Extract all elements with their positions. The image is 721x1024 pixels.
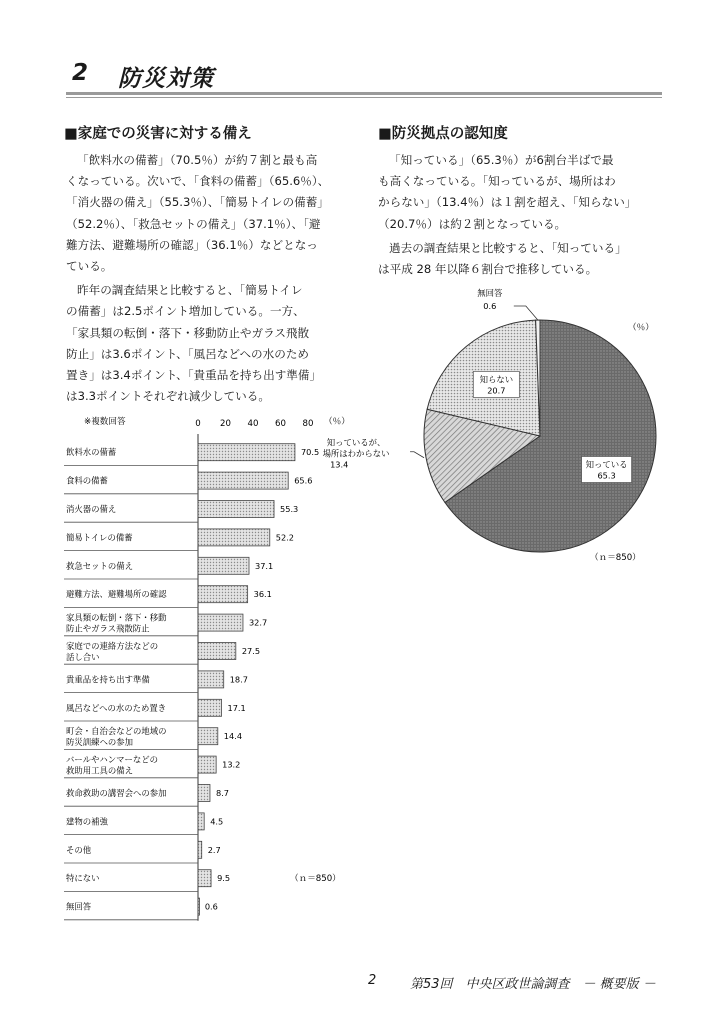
bar <box>198 444 295 461</box>
bar-value-label: 9.5 <box>217 873 231 884</box>
category-label: 防止やガラス飛散防止 <box>66 623 150 634</box>
text-line: 防止」は3.6ポイント、「風呂などへの水のため <box>66 346 310 361</box>
bar-value-label: 70.5 <box>300 447 320 458</box>
text-line: も高くなっている。「知っているが、場所はわ <box>378 174 616 189</box>
category-label: 救助用工具の備え <box>66 765 133 776</box>
right-paragraph-2 <box>378 238 668 280</box>
slice-label: 無回答 <box>477 288 503 299</box>
bar <box>198 557 249 574</box>
pie-chart-svg <box>322 288 672 575</box>
text-line: は3.3ポイントそれぞれ減少している。 <box>66 389 270 404</box>
category-label: 町会・自治会などの地域の <box>66 726 167 737</box>
category-label: 建物の補強 <box>66 816 108 827</box>
text-line: 「消火器の備え」（55.3％）、「簡易トイレの備蓄」 <box>66 195 329 210</box>
bar-value-label: 13.2 <box>222 759 241 770</box>
text-line: 「知っている」（65.3％）が6割台半ばで最 <box>389 153 614 167</box>
slice-value-label: 13.4 <box>330 459 349 470</box>
bar-value-label: 17.1 <box>227 702 246 713</box>
category-label: 特にない <box>66 873 100 884</box>
tick-label: 80 <box>302 419 314 429</box>
bar-chart-svg <box>62 408 362 928</box>
category-label: 簡易トイレの備蓄 <box>66 532 133 543</box>
leader-line <box>410 452 424 458</box>
category-label: 貴重品を持ち出す準備 <box>66 674 150 685</box>
left-paragraph-2 <box>66 280 366 407</box>
bar-value-label: 8.7 <box>215 788 229 798</box>
chart-n-label: （ｎ＝850） <box>590 553 641 563</box>
bar-value-label: 2.7 <box>207 844 221 855</box>
bar-value-label: 32.7 <box>248 617 268 628</box>
chart-note: ※複数回答 <box>84 417 126 427</box>
tick-label: 0 <box>195 419 201 429</box>
chart-unit: （％） <box>628 323 654 333</box>
header-rule <box>66 92 662 95</box>
slice-value-label: 20.7 <box>487 385 506 396</box>
category-label: 家庭での連絡方法などの <box>66 641 159 651</box>
text-line: は平成 28 年以降６割台で推移している。 <box>378 262 598 277</box>
slice-value-label: 0.6 <box>483 301 497 312</box>
text-line: 「家具類の転倒・落下・移動防止やガラス飛散 <box>66 325 310 340</box>
slice-label: 知らない <box>479 374 514 385</box>
left-text <box>66 150 366 407</box>
footer-title: 第53回 中央区政世論調査 － 概要版 － <box>410 977 656 992</box>
page-number: 2 <box>368 973 377 988</box>
bar <box>198 671 224 688</box>
right-text <box>378 150 668 280</box>
bar-value-label: 37.1 <box>255 560 274 571</box>
bar <box>198 841 202 858</box>
bar-chart <box>62 408 362 928</box>
slice-label: 知っているが、 <box>326 437 386 448</box>
bar-value-label: 14.4 <box>223 731 243 742</box>
category-label: 家具類の転倒・落下・移動 <box>66 612 167 623</box>
tick-label: 20 <box>220 419 231 429</box>
category-label: 飲料水の備蓄 <box>66 447 117 458</box>
bar <box>198 870 211 887</box>
text-line: 昨年の調査結果と比較すると、「簡易トイレ <box>77 283 303 298</box>
bar <box>198 501 274 518</box>
bar <box>198 529 270 546</box>
category-label: 風呂などへの水のため置き <box>66 702 167 713</box>
leader-line <box>514 306 538 320</box>
slice-label: 知っている <box>585 459 628 470</box>
category-label: 食料の備蓄 <box>66 475 108 486</box>
bar <box>198 898 200 915</box>
text-line: からない」（13.4％）は１割を超え、「知らない」 <box>378 195 637 210</box>
bar <box>198 813 204 830</box>
slice-value-label: 65.3 <box>597 470 616 481</box>
category-label: 防災訓練への参加 <box>66 737 133 748</box>
section-title: 防災対策 <box>118 66 214 92</box>
text-line: ている。 <box>66 259 113 274</box>
bar-value-label: 0.6 <box>204 901 218 912</box>
bar-value-label: 36.1 <box>253 589 272 600</box>
left-heading: ■家庭での災害に対する備え <box>64 126 252 142</box>
bar <box>198 785 210 802</box>
text-line: 過去の調査結果と比較すると、「知っている」 <box>389 240 627 255</box>
header-rule-thin <box>66 97 662 98</box>
bar <box>198 614 243 631</box>
category-label: その他 <box>66 844 92 855</box>
category-label: 消火器の備え <box>66 504 117 514</box>
text-line: 難方法、避難場所の確認」（36.1％）などとなっ <box>66 237 318 252</box>
bar-value-label: 55.3 <box>280 504 299 514</box>
chart-unit: （％） <box>324 417 350 427</box>
category-label: 救急セットの備え <box>66 560 133 571</box>
bar <box>198 472 288 489</box>
section-number: 2 <box>72 60 90 86</box>
chart-n-label: （ｎ＝850） <box>290 874 341 885</box>
pie-chart <box>322 288 672 575</box>
bar <box>198 756 216 773</box>
bar <box>198 586 248 603</box>
category-label: 救命救助の講習会への参加 <box>66 788 167 798</box>
right-heading: ■防災拠点の認知度 <box>378 126 508 142</box>
bar <box>198 728 218 745</box>
bar <box>198 643 236 660</box>
text-line: （20.7％）は約２割となっている。 <box>378 216 567 231</box>
bar <box>198 699 222 716</box>
tick-label: 40 <box>247 419 259 429</box>
text-line: の備蓄」は2.5ポイント増加している。一方、 <box>66 304 305 319</box>
bar-value-label: 18.7 <box>229 674 248 685</box>
category-label: 避難方法、避難場所の確認 <box>66 589 167 600</box>
bar-value-label: 65.6 <box>294 475 313 486</box>
slice-label: 場所はわからない <box>322 448 390 459</box>
text-line: 「飲料水の備蓄」（70.5％）が約７割と最も高 <box>77 153 318 167</box>
bar-value-label: 27.5 <box>241 646 261 656</box>
category-label: バールやハンマーなどの <box>66 754 158 765</box>
bar-value-label: 4.5 <box>210 816 224 827</box>
text-line: （52.2％）、「救急セットの備え」（37.1％）、「避 <box>66 216 321 231</box>
left-paragraph-1 <box>66 150 366 277</box>
text-line: くなっている。次いで、「食料の備蓄」（65.6％）、 <box>66 174 330 189</box>
tick-label: 60 <box>275 419 286 429</box>
right-paragraph-1 <box>378 150 668 235</box>
bar-value-label: 52.2 <box>275 532 295 543</box>
category-label: 話し合い <box>66 652 100 662</box>
text-line: 置き」は3.4ポイント、「貴重品を持ち出す準備」 <box>66 368 322 383</box>
category-label: 無回答 <box>66 901 92 912</box>
